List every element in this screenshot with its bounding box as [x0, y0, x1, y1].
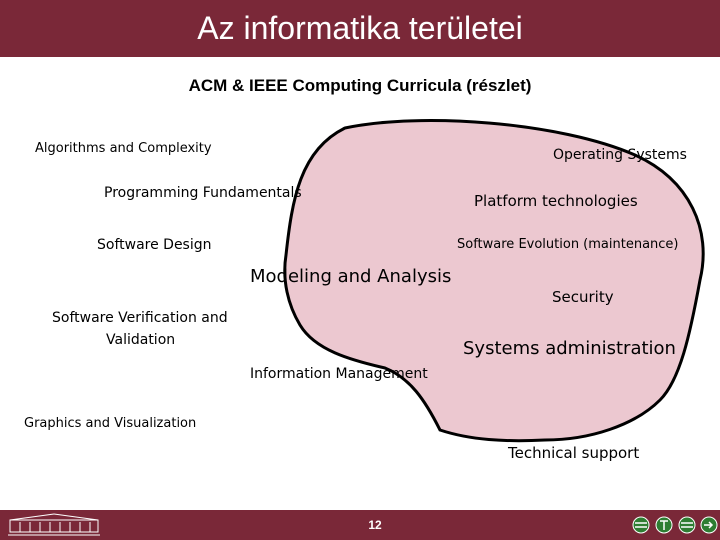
logo-circle-left-icon — [633, 517, 649, 533]
area-security: Security — [552, 288, 614, 306]
logo-arrow-icon — [701, 517, 717, 533]
area-software-verification-line2: Validation — [106, 332, 176, 348]
university-building-logo — [4, 512, 104, 538]
faculty-logo-icons — [632, 514, 718, 536]
slide-title: Az informatika területei — [197, 10, 523, 46]
area-software-verification-line1: Software Verification and — [52, 310, 228, 326]
area-information-management: Information Management — [250, 366, 428, 382]
area-software-design: Software Design — [97, 237, 212, 253]
area-programming-fundamentals: Programming Fundamentals — [104, 185, 302, 201]
area-modeling-and-analysis: Modeling and Analysis — [250, 266, 452, 287]
area-operating-systems: Operating Systems — [553, 147, 687, 163]
area-systems-administration: Systems administration — [463, 338, 676, 359]
area-graphics-and-visualization: Graphics and Visualization — [24, 416, 197, 431]
area-technical-support: Technical support — [508, 444, 640, 462]
area-algorithms-and-complexity: Algorithms and Complexity — [35, 141, 212, 156]
page-number: 12 — [368, 518, 382, 532]
logo-circle-right-icon — [679, 517, 695, 533]
slide-subtitle: ACM & IEEE Computing Curricula (részlet) — [188, 76, 532, 95]
area-software-evolution: Software Evolution (maintenance) — [457, 237, 679, 252]
logo-circle-middle-icon — [656, 517, 672, 533]
area-platform-technologies: Platform technologies — [474, 192, 638, 210]
